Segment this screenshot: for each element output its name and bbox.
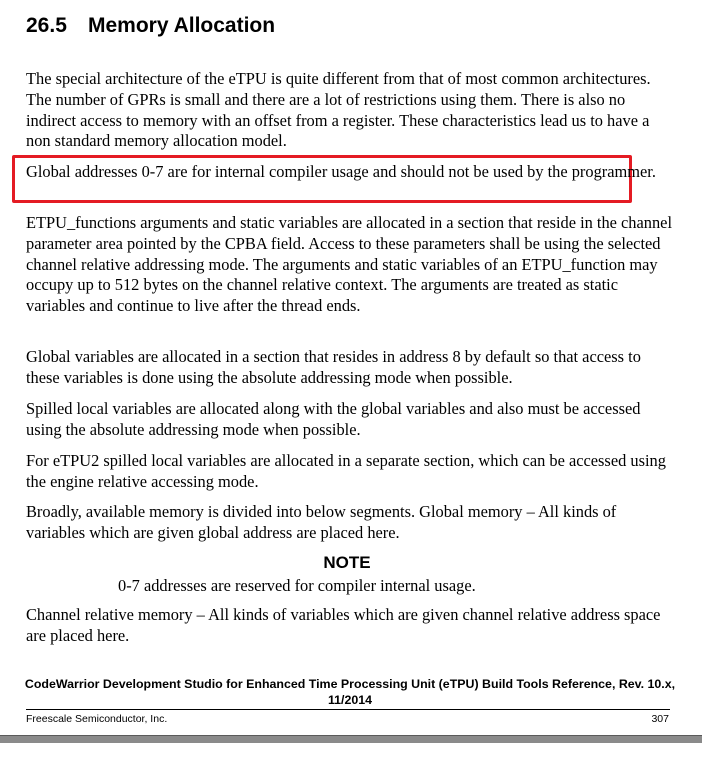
paragraph-spilled-locals: Spilled local variables are allocated along with the global variables and also must be accessed using the absolute addressing mode when possible. bbox=[26, 399, 641, 439]
paragraph-channel-relative: Channel relative memory – All kinds of variables which are given channel relative address space are placed here. bbox=[26, 605, 661, 645]
section-number: 26.5 bbox=[26, 14, 67, 37]
footer-publisher: Freescale Semiconductor, Inc. bbox=[26, 713, 168, 725]
paragraph-memory-segments: Broadly, available memory is divided into below segments. Global memory – All kinds of variables which are given global address are placed here. bbox=[26, 502, 617, 542]
paragraph-etpu-functions: ETPU_functions arguments and static variables are allocated in a section that reside in the channel parameter area pointed by the CPBA field. Access to these parameters shall be using the selected channel relative addressing mode. The arguments and static variables of an ETPU_function may occupy up to 512 bytes on the channel relative context. The arguments are treated as static variables and continue to live after the thread ends. bbox=[26, 213, 672, 316]
viewer-page-gap bbox=[0, 735, 702, 757]
section-heading bbox=[26, 12, 275, 40]
footer-page-number: 307 bbox=[651, 713, 669, 725]
paragraph-etpu2-spilled: For eTPU2 spilled local variables are allocated in a separate section, which can be accessed using the engine relative accessing mode. bbox=[26, 451, 666, 491]
note-title: NOTE bbox=[323, 553, 371, 572]
paragraph-global-addresses: Global addresses 0-7 are for internal compiler usage and should not be used by the programmer. bbox=[26, 162, 656, 181]
viewer-scroll-strip bbox=[0, 735, 702, 743]
note-text: 0-7 addresses are reserved for compiler internal usage. bbox=[118, 576, 476, 595]
section-title: Memory Allocation bbox=[88, 14, 276, 37]
footer-document-title: CodeWarrior Development Studio for Enhanced Time Processing Unit (eTPU) Build Tools Reference, Rev. 10.x, 11/2014 bbox=[24, 677, 676, 707]
footer-divider bbox=[26, 709, 670, 710]
paragraph-architecture: The special architecture of the eTPU is quite different from that of most common architectures. The number of GPRs is small and there are a lot of restrictions using them. There is also no indirect access to memory with an offset from a register. These characteristics lead us to have a non standard memory allocation model. bbox=[26, 69, 651, 151]
paragraph-global-variables: Global variables are allocated in a section that resides in address 8 by default so that access to these variables is done using the absolute addressing mode when possible. bbox=[26, 347, 641, 387]
